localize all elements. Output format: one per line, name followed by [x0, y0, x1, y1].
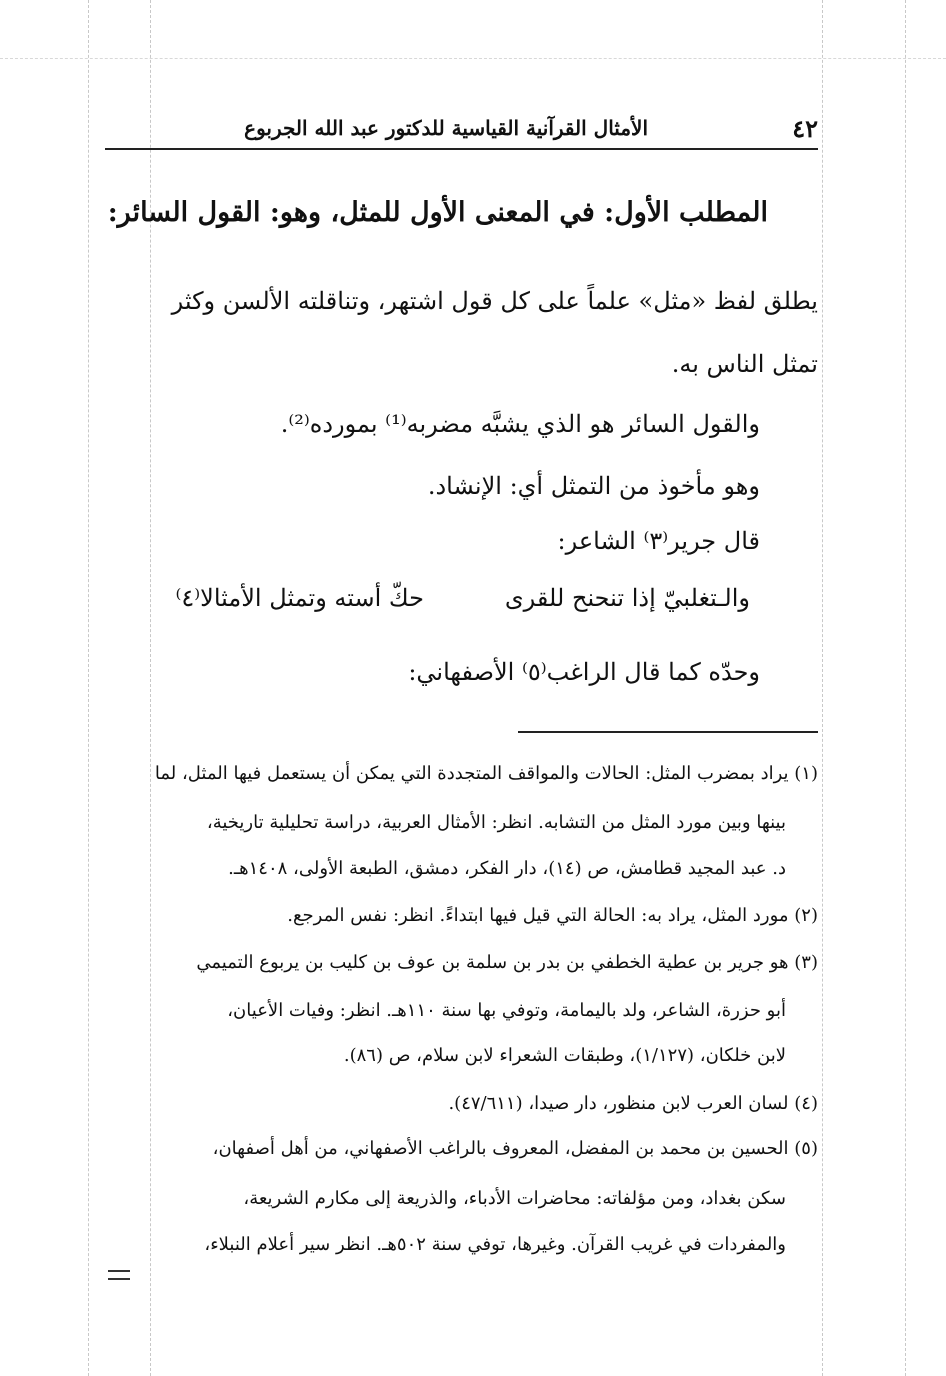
footnote-line: لابن خلكان، (١/١٢٧)، وطبقات الشعراء لابن سلام، ص (٨٦). — [343, 1045, 786, 1066]
verse-second-hemistich: حكّ أسته وتمثل الأمثالا⁽٤⁾ — [175, 584, 424, 612]
page-number: ٤٢ — [792, 114, 818, 143]
footnote-line: د. عبد المجيد قطامش، ص (١٤)، دار الفكر، دمشق، الطبعة الأولى، ١٤٠٨هـ. — [228, 858, 786, 879]
scan-guide-line — [905, 0, 906, 1376]
footnote-separator — [518, 731, 818, 733]
footnote-line: (٤) لسان العرب لابن منظور، دار صيدا، (٤٧/٦١١). — [448, 1093, 818, 1114]
scan-guide-line — [0, 58, 946, 59]
footnote-line: (١) يراد بمضرب المثل: الحالات والمواقف المتجددة التي يمكن أن يستعمل فيها المثل، لما — [154, 763, 818, 784]
header-title: الأمثال القرآنية القياسية للدكتور عبد الله الجربوع — [244, 116, 648, 140]
footnote-line: أبو حزرة، الشاعر، ولد باليمامة، وتوفي بها سنة ١١٠هـ. انظر: وفيات الأعيان، — [227, 1000, 786, 1021]
paragraph-line: وحدّه كما قال الراغب⁽٥⁾ الأصفهاني: — [408, 658, 760, 686]
paragraph-line: تمثل الناس به. — [671, 350, 818, 378]
footnote-line: (٣) هو جرير بن عطية الخطفي بن بدر بن سلمة بن عوف بن كليب بن يربوع التميمي — [196, 952, 818, 973]
paragraph-line: والقول السائر هو الذي يشبَّه مضربه⁽¹⁾ بمورده⁽²⁾. — [280, 410, 760, 438]
section-heading: المطلب الأول: في المعنى الأول للمثل، وهو: القول السائر: — [107, 197, 768, 228]
paragraph-line: قال جرير⁽٣⁾ الشاعر: — [557, 527, 760, 555]
paragraph-line: وهو مأخوذ من التمثل أي: الإنشاد. — [427, 472, 760, 500]
running-header — [105, 112, 818, 150]
footnote-line: بينها وبين مورد المثل من التشابه. انظر: الأمثال العربية، دراسة تحليلية تاريخية، — [206, 812, 786, 833]
footnote-line: سكن بغداد، ومن مؤلفاته: محاضرات الأدباء، والذريعة إلى مكارم الشريعة، — [243, 1188, 786, 1209]
continuation-mark — [108, 1270, 130, 1280]
paragraph-line: يطلق لفظ «مثل» علماً على كل قول اشتهر، وتناقلته الألسن وكثر — [171, 287, 818, 315]
scan-guide-line — [88, 0, 89, 1376]
verse-first-hemistich: والـتغلبيّ إذا تنحنح للقرى — [504, 584, 750, 612]
footnote-line: والمفردات في غريب القرآن. وغيرها، توفي سنة ٥٠٢هـ. انظر سير أعلام النبلاء، — [204, 1234, 786, 1255]
footnote-line: (٢) مورد المثل، يراد به: الحالة التي قيل فيها ابتداءً. انظر: نفس المرجع. — [287, 905, 818, 926]
footnote-line: (٥) الحسين بن محمد بن المفضل، المعروف بالراغب الأصفهاني، من أهل أصفهان، — [212, 1138, 818, 1159]
scan-guide-line — [822, 0, 823, 1376]
